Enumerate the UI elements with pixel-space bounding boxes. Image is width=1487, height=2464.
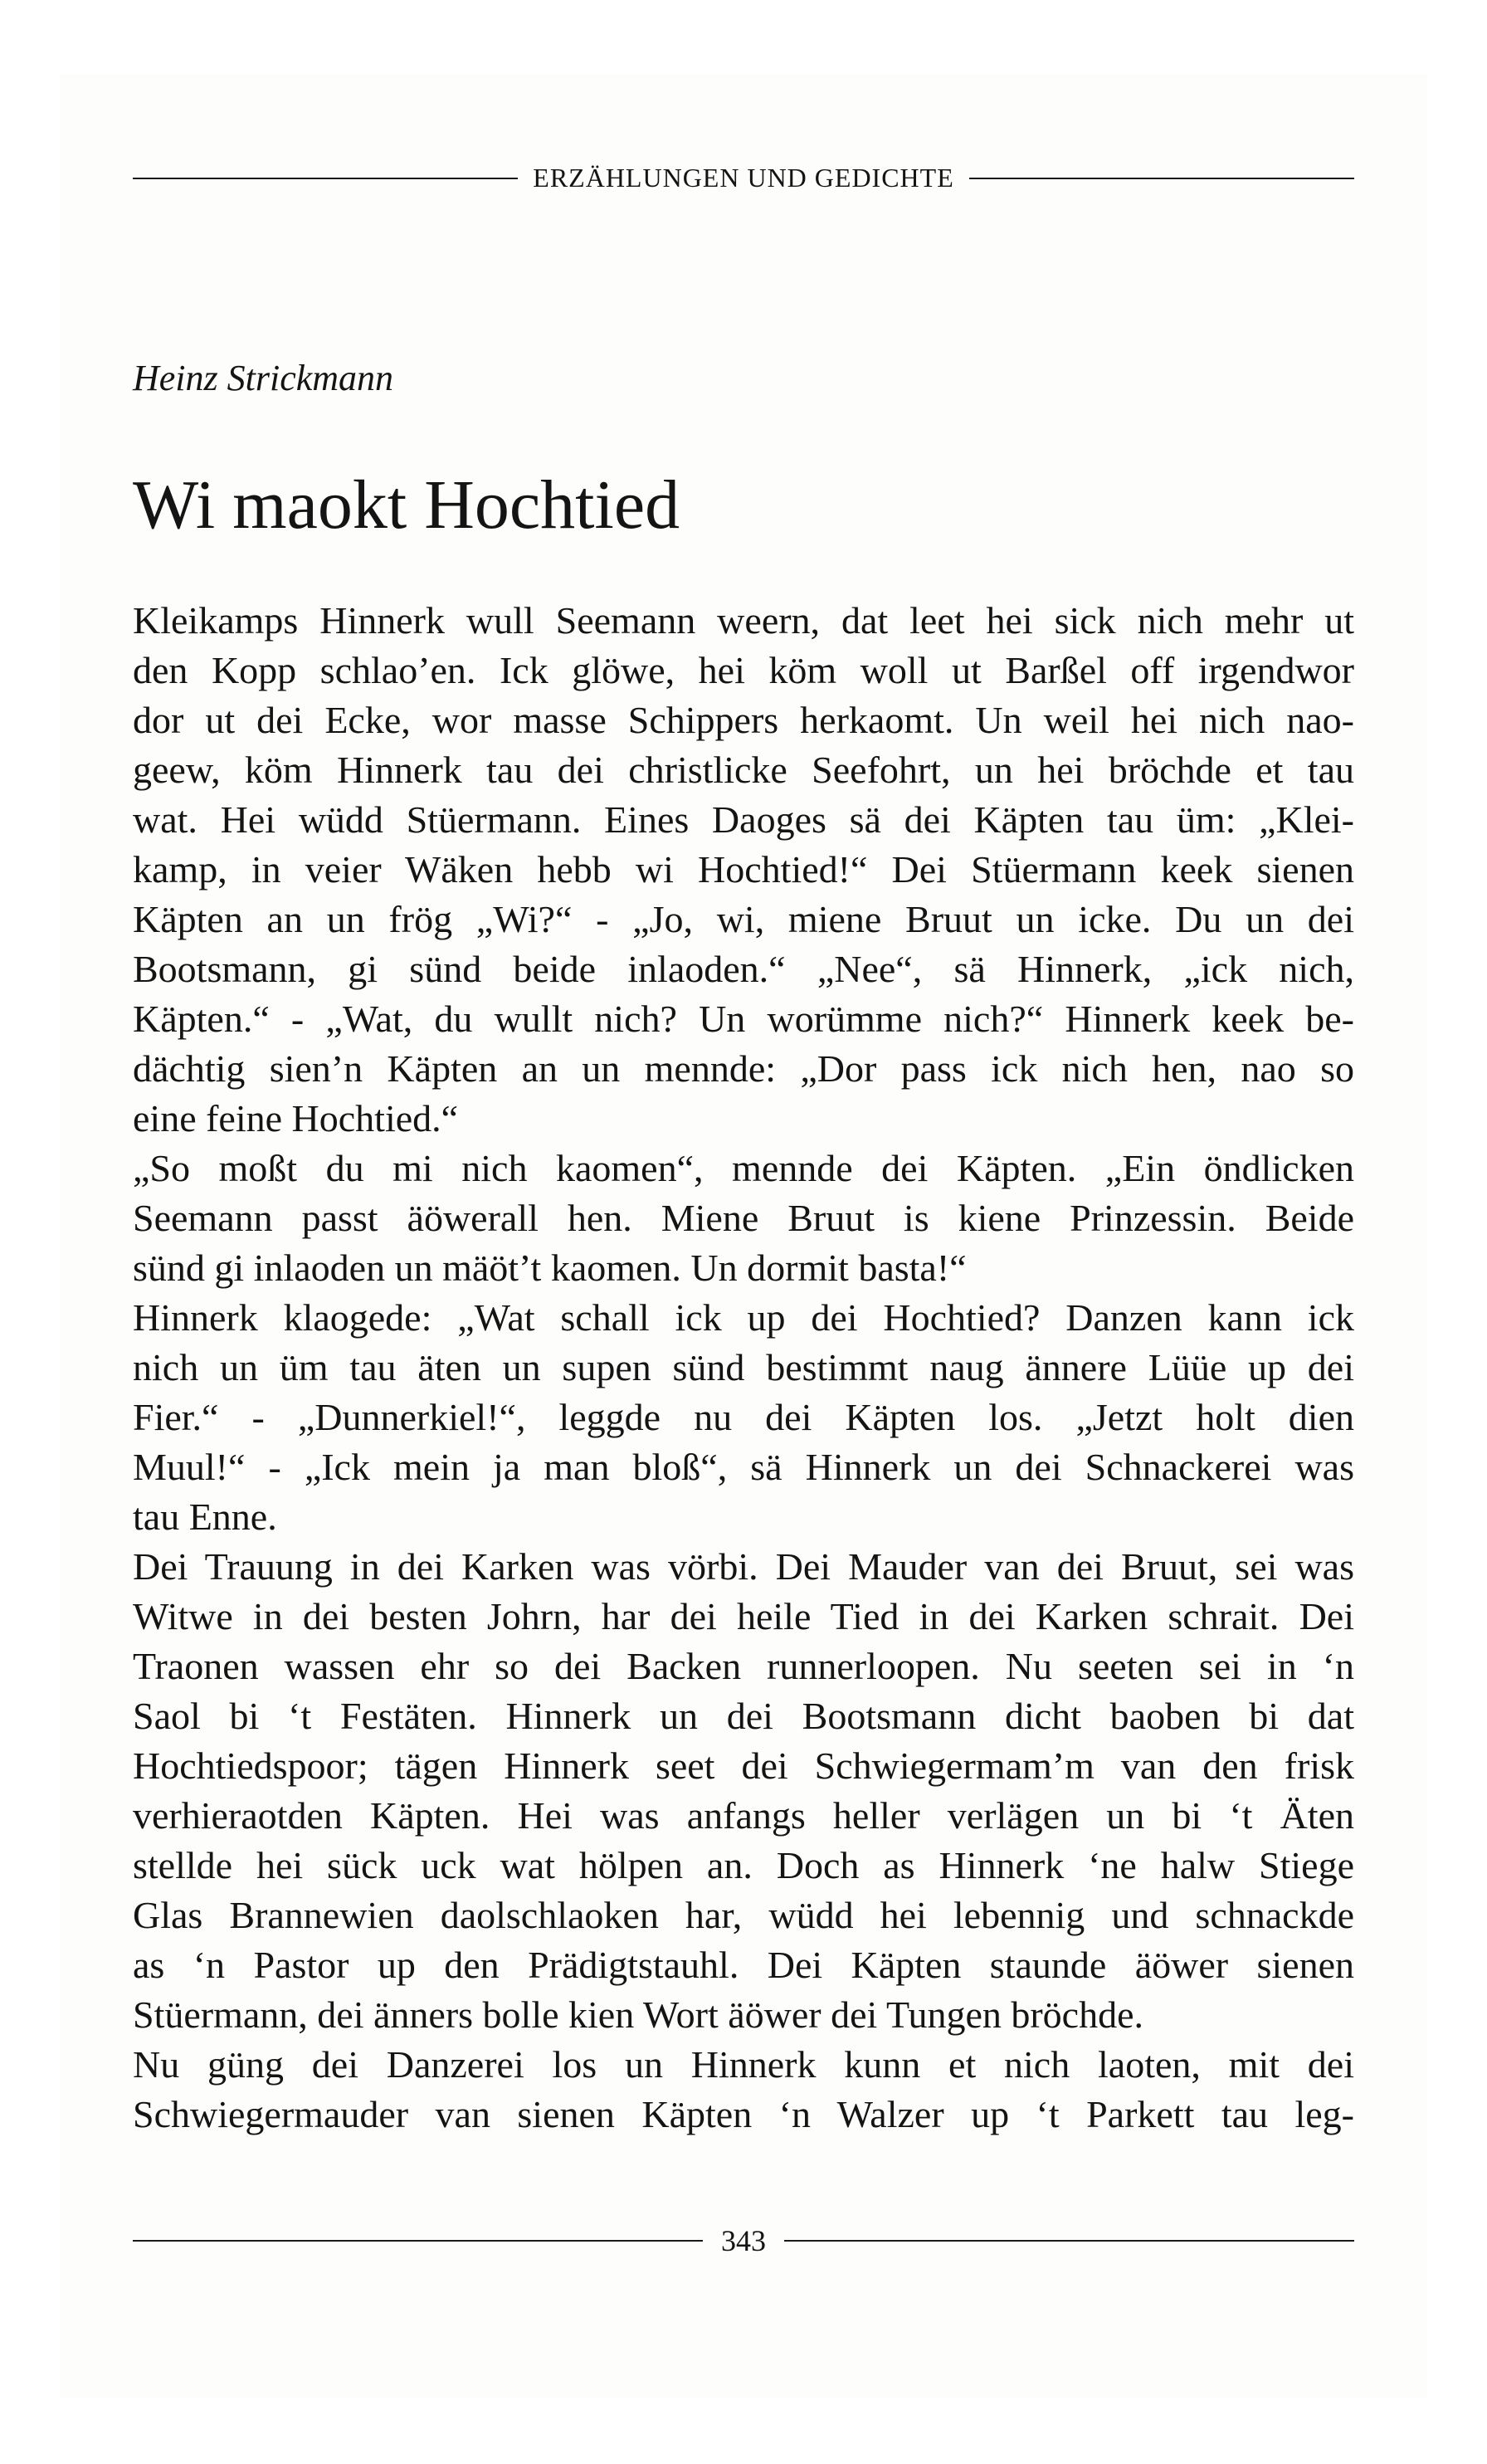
text-line: Seemann passt äöwerall hen. Miene Bruut is kiene Prinzessin. Beide [133, 1197, 1354, 1239]
header-rule-right [969, 178, 1354, 179]
text-line: Schwiegermauder van sienen Käpten ‘n Walzer up ‘t Parkett tau leg- [133, 2093, 1354, 2135]
text-line: Traonen wassen ehr so dei Backen runnerloopen. Nu seeten sei in ‘n [133, 1645, 1354, 1687]
text-line: dächtig sien’n Käpten an un mennde: „Dor pass ick nich hen, nao so [133, 1047, 1354, 1090]
body-text [133, 596, 1354, 2140]
text-line: „So moßt du mi nich kaomen“, mennde dei Käpten. „Ein öndlicken [133, 1147, 1354, 1189]
text-line: Bootsmann, gi sünd beide inlaoden.“ „Nee“, sä Hinnerk, „ick nich, [133, 948, 1354, 990]
text-line: den Kopp schlao’en. Ick glöwe, hei köm woll ut Barßel off irgendwor [133, 649, 1354, 691]
text-line: stellde hei sück uck wat hölpen an. Doch as Hinnerk ‘ne halw Stiege [133, 1844, 1354, 1886]
text-line: kamp, in veier Wäken hebb wi Hochtied!“ Dei Stüermann keek sienen [133, 848, 1354, 890]
text-line: Nu güng dei Danzerei los un Hinnerk kunn et nich laoten, mit dei [133, 2043, 1354, 2086]
text-line: Hinnerk klaogede: „Wat schall ick up dei Hochtied? Danzen kann ick [133, 1296, 1354, 1339]
text-line: verhieraotden Käpten. Hei was anfangs heller verlägen un bi ‘t Äten [133, 1794, 1354, 1837]
story-title: Wi maokt Hochtied [133, 466, 680, 544]
text-line: Käpten an un frög „Wi?“ - „Jo, wi, miene Bruut un icke. Du un dei [133, 898, 1354, 940]
text-line: Glas Brannewien daolschlaoken har, wüdd hei lebennig und schnackde [133, 1894, 1354, 1936]
text-line: tau Enne. [133, 1495, 277, 1538]
text-line: dor ut dei Ecke, wor masse Schippers herkaomt. Un weil hei nich nao- [133, 699, 1354, 741]
text-line: Stüermann, dei änners bolle kien Wort äöwer dei Tungen bröchde. [133, 1993, 1144, 2036]
footer-rule-left [133, 2240, 703, 2242]
author-name: Heinz Strickmann [133, 358, 394, 398]
running-head-text: ERZÄHLUNGEN UND GEDICHTE [533, 163, 954, 193]
text-line: as ‘n Pastor up den Prädigtstauhl. Dei Käpten staunde äöwer sienen [133, 1944, 1354, 1986]
text-line: nich un üm tau äten un supen sünd bestimmt naug ännere Lüüe up dei [133, 1346, 1354, 1388]
page-footer [133, 2223, 1354, 2258]
text-line: Kleikamps Hinnerk wull Seemann weern, dat leet hei sick nich mehr ut [133, 599, 1354, 642]
text-line: eine feine Hochtied.“ [133, 1097, 459, 1139]
text-line: Saol bi ‘t Festäten. Hinnerk un dei Bootsmann dicht baoben bi dat [133, 1695, 1354, 1737]
running-head [133, 163, 1354, 193]
footer-rule-right [784, 2240, 1354, 2242]
text-line: wat. Hei wüdd Stüermann. Eines Daoges sä dei Käpten tau üm: „Klei- [133, 798, 1354, 841]
text-line: Hochtiedspoor; tägen Hinnerk seet dei Schwiegermam’m van den frisk [133, 1744, 1354, 1787]
text-line: sünd gi inlaoden un mäöt’t kaomen. Un dormit basta!“ [133, 1247, 967, 1289]
text-line: Dei Trauung in dei Karken was vörbi. Dei Mauder van dei Bruut, sei was [133, 1545, 1354, 1588]
text-line: Fier.“ - „Dunnerkiel!“, leggde nu dei Käpten los. „Jetzt holt dien [133, 1396, 1354, 1438]
text-line: Käpten.“ - „Wat, du wullt nich? Un worümme nich?“ Hinnerk keek be- [133, 998, 1354, 1040]
text-line: Muul!“ - „Ick mein ja man bloß“, sä Hinnerk un dei Schnackerei was [133, 1446, 1354, 1488]
header-rule-left [133, 178, 518, 179]
page-number: 343 [721, 2224, 766, 2257]
text-line: geew, köm Hinnerk tau dei christlicke Seefohrt, un hei bröchde et tau [133, 749, 1354, 791]
text-line: Witwe in dei besten Johrn, har dei heile Tied in dei Karken schrait. Dei [133, 1595, 1354, 1637]
